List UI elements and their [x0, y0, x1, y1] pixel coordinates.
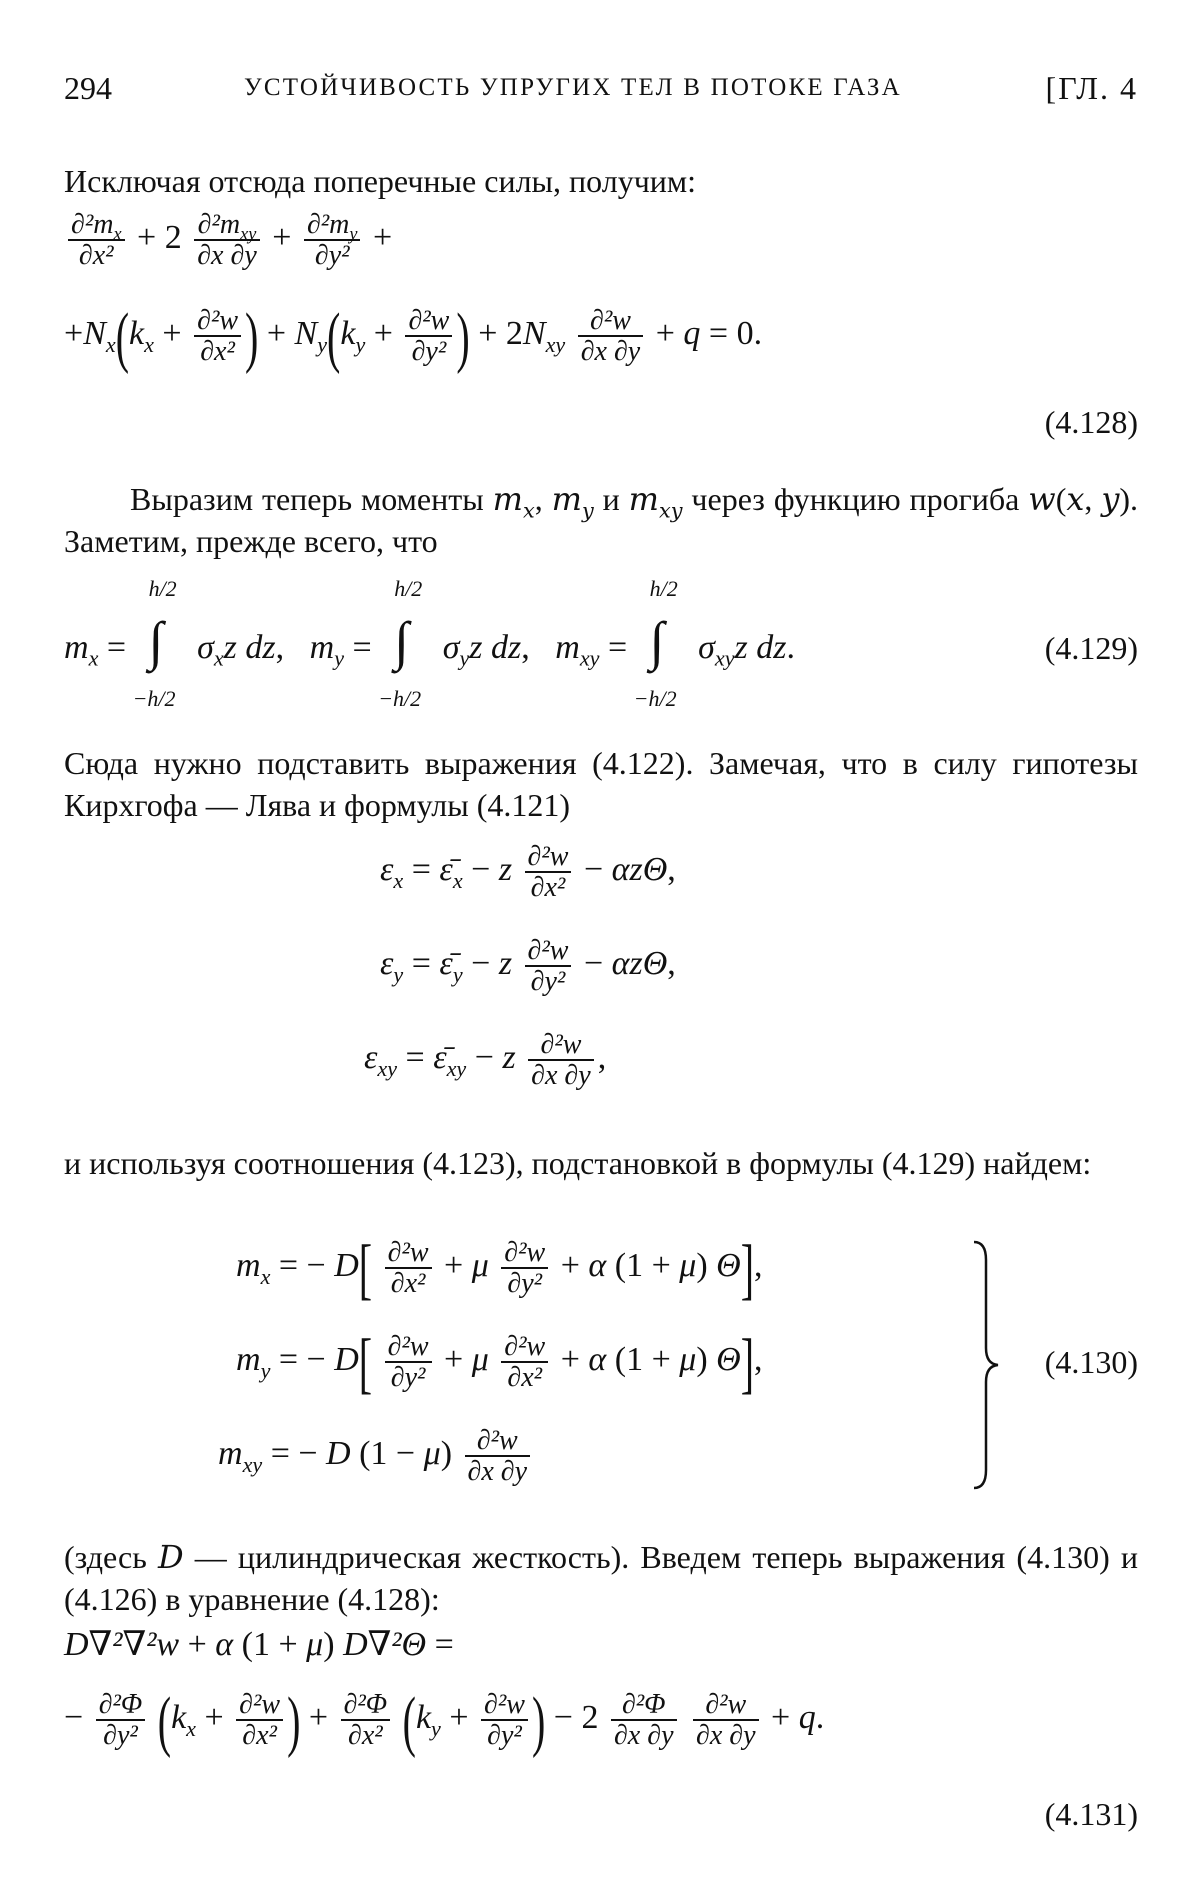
page-header — [64, 70, 1138, 114]
equation-4-131-line-1: D∇²∇²w + α (1 + μ) D∇²Θ = — [64, 1626, 454, 1663]
chapter-label: [ГЛ. 4 — [1045, 70, 1138, 106]
equation-4-131-line-2: − $\frac{\text{∂²Φ}}{\text{∂y²}}$ ($k_x$ + $\frac{\text{∂²w}}{\text{∂x²}}$ ) + $\frac{\text{∂²Φ}}{\text{∂x²}}$ ($k_y$ + $\frac{\text{∂²w}}{\text{∂y²}}$ ) − 2 $\frac{\text{∂²Φ}}{\partial x \partial y}$ $\frac{\text{∂²w}}{\partial x \partial y}$ + q. — [64, 1682, 825, 1759]
equation-4-130-my: $m_y$ = − D[ $\frac{\text{∂²w}}{\text{∂y²}}$ + μ $\frac{\text{∂²w}}{\text{∂x²}}$ + α (1 + μ) Θ], — [236, 1324, 763, 1401]
equation-4-128-line-1: $\frac{\partial^2m_x}{\text{∂x²}}$ + 2 $\frac{\partial^2m_{xy}}{\partial x \partial y}$ + $\frac{\partial^2m_y}{\text{∂y²}}$ + — [64, 210, 392, 271]
paragraph-1: Исключая отсюда поперечные силы, получим: — [64, 163, 697, 199]
equation-label-4-131: (4.131) — [1044, 1796, 1138, 1832]
paragraph-2: Выразим теперь моменты $m_x$, $m_y$ и $m_{xy}$ через функцию прогиба w(x, y). Заметим, прежде всего, что — [64, 480, 1139, 559]
equation-4-129: $m_x$ = h/2 ∫ −h/2 $\sigma_xz$ dz, $m_y$ = h/2 ∫ −h/2 $\sigma_yz$ dz, $m_{xy}$ = h/2 ∫ −h/2 $\sigma_{xy}z$ dz. — [64, 576, 795, 711]
equation-4-130-mxy: $m_{xy}$ = − D (1 − μ) $\frac{\text{∂²w}}{\partial x \partial y}$ — [218, 1426, 534, 1487]
paragraph-4: и используя соотношения (4.123), подстановкой в формулы (4.129) найдем: — [64, 1145, 1092, 1181]
equation-label-4-130: (4.130) — [1044, 1344, 1138, 1380]
equation-4-130-mx: $m_x$ = − D[ $\frac{\text{∂²w}}{\text{∂x²}}$ + μ $\frac{\text{∂²w}}{\text{∂y²}}$ + α (1 + μ) Θ], — [236, 1230, 763, 1307]
equation-strain-x: $\varepsilon_x$ = $\varepsilon̄_x - z$ $\frac{\text{∂²w}}{\text{∂x²}}$ − αzΘ, — [380, 841, 676, 904]
paragraph-5: (здесь D — цилиндрическая жесткость). Введем теперь выражения (4.130) и (4.126) в уравнение (4.128): — [64, 1538, 1139, 1617]
equation-strain-y: $\varepsilon_y$ = $\varepsilon̄_y - z$ $\frac{\text{∂²w}}{\text{∂y²}}$ − αzΘ, — [380, 935, 676, 998]
paragraph-3: Сюда нужно подставить выражения (4.122). Замечая, что в силу гипотезы Кирхгофа — Лява и формулы (4.121) — [64, 745, 1138, 823]
equation-label-4-128: (4.128) — [1044, 404, 1138, 440]
equation-strain-xy: $\varepsilon_{xy}$ = $\varepsilon̄_{xy} - z$ $\frac{\text{∂²w}}{\partial x \partial y}$ , — [364, 1029, 607, 1092]
page-number: 294 — [64, 70, 112, 106]
equation-4-128-line-2: $+N_x(k_x$ + $\frac{\text{∂²w}}{\text{∂x²}}$ ) + $N_y(k_y$ + $\frac{\text{∂²w}}{\text{∂y²}}$ ) + $2N_{xy}$ $\frac{\text{∂²w}}{\partial x \partial y}$ + q = 0. — [64, 298, 763, 375]
right-brace — [972, 1240, 1002, 1490]
equation-label-4-129: (4.129) — [1044, 630, 1138, 666]
running-title: УСТОЙЧИВОСТЬ УПРУГИХ ТЕЛ В ПОТОКЕ ГАЗА — [244, 74, 902, 101]
